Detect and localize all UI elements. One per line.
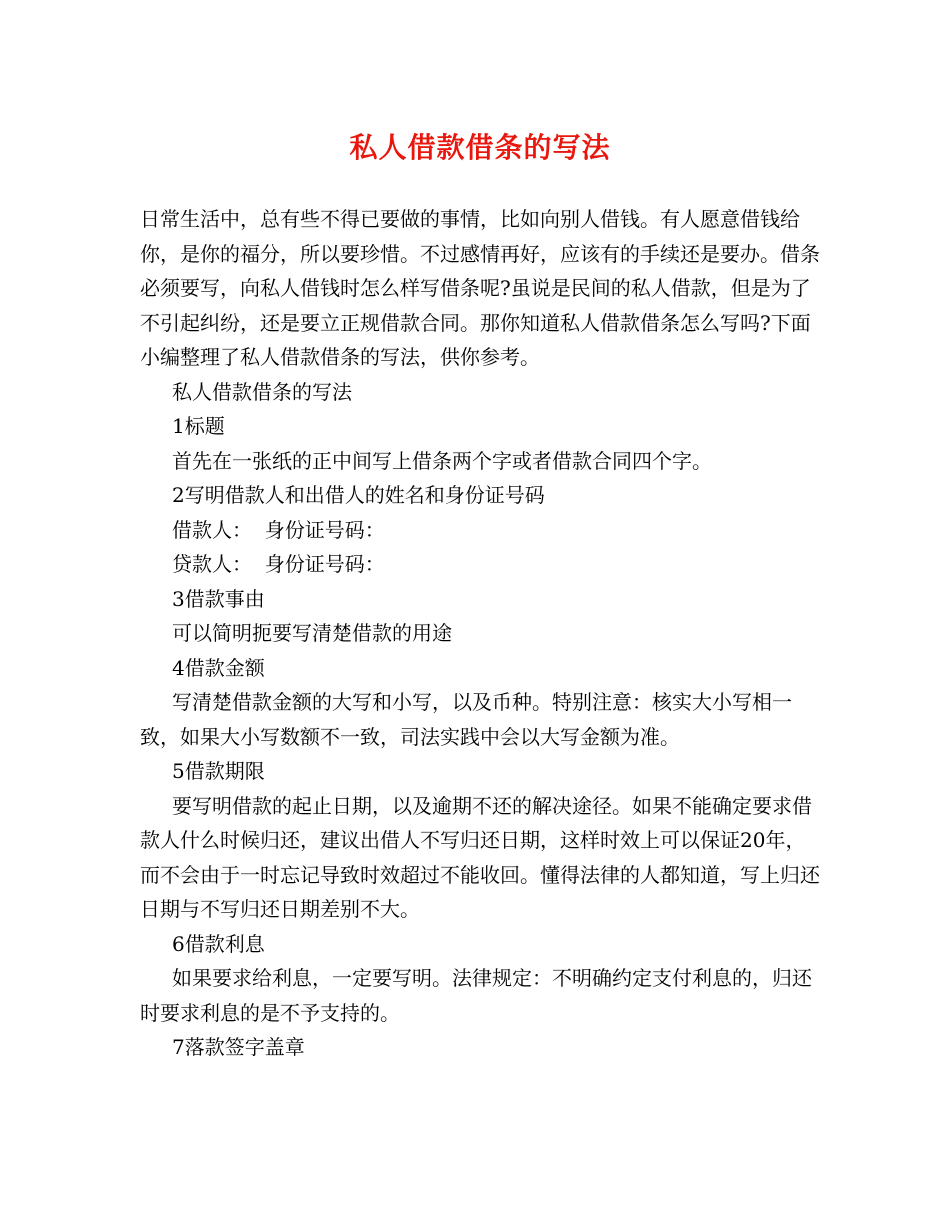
item-text-6: 如果要求给利息，一定要写明。法律规定：不明确约定支付利息的，归还时要求利息的是不予支持的。 (140, 966, 812, 1025)
section-heading: 私人借款借条的写法 (172, 379, 352, 404)
item-text-5: 要写明借款的起止日期，以及逾期不还的解决途径。如果不能确定要求借款人什么时候归还，建议出借人不写归还日期，这样时效上可以保证20年，而不会由于一时忘记导致时效超过不能收回。懂得法律的人都知道，写上归还日期与不写归还日期差别不大。 (140, 793, 820, 921)
item-text-1: 首先在一张纸的正中间写上借条两个字或者借款合同四个字。 (172, 448, 712, 473)
item-heading-1: 1标题 (172, 414, 225, 438)
intro-paragraph: 日常生活中，总有些不得已要做的事情，比如向别人借钱。有人愿意借钱给你，是你的福分，所以要珍惜。不过感情再好，应该有的手续还是要办。借条必须要写，向私人借钱时怎么样写借条呢?虽说是民间的私人借款，但是为了不引起纠纷，还是要立正规借款合同。那你知道私人借款借条怎么写吗?下面小编整理了私人借款借条的写法，供你参考。 (140, 207, 820, 369)
document-title: 私人借款借条的写法 (349, 131, 611, 164)
document-body (140, 202, 820, 1065)
item-heading-7: 7落款签字盖章 (172, 1035, 305, 1059)
item-heading-2: 2写明借款人和出借人的姓名和身份证号码 (172, 483, 545, 507)
item-heading-5: 5借款期限 (172, 759, 265, 783)
lender-line: 贷款人： 身份证号码： (172, 552, 385, 576)
item-heading-4: 4借款金额 (172, 655, 265, 680)
item-text-4: 写清楚借款金额的大写和小写，以及币种。特别注意：核实大小写相一致，如果大小写数额不一致，司法实践中会以大写金额为准。 (140, 690, 792, 749)
item-heading-6: 6借款利息 (172, 931, 265, 956)
item-heading-3: 3借款事由 (172, 586, 265, 611)
item-text-3: 可以简明扼要写清楚借款的用途 (172, 621, 452, 645)
borrower-line: 借款人： 身份证号码： (172, 517, 385, 542)
